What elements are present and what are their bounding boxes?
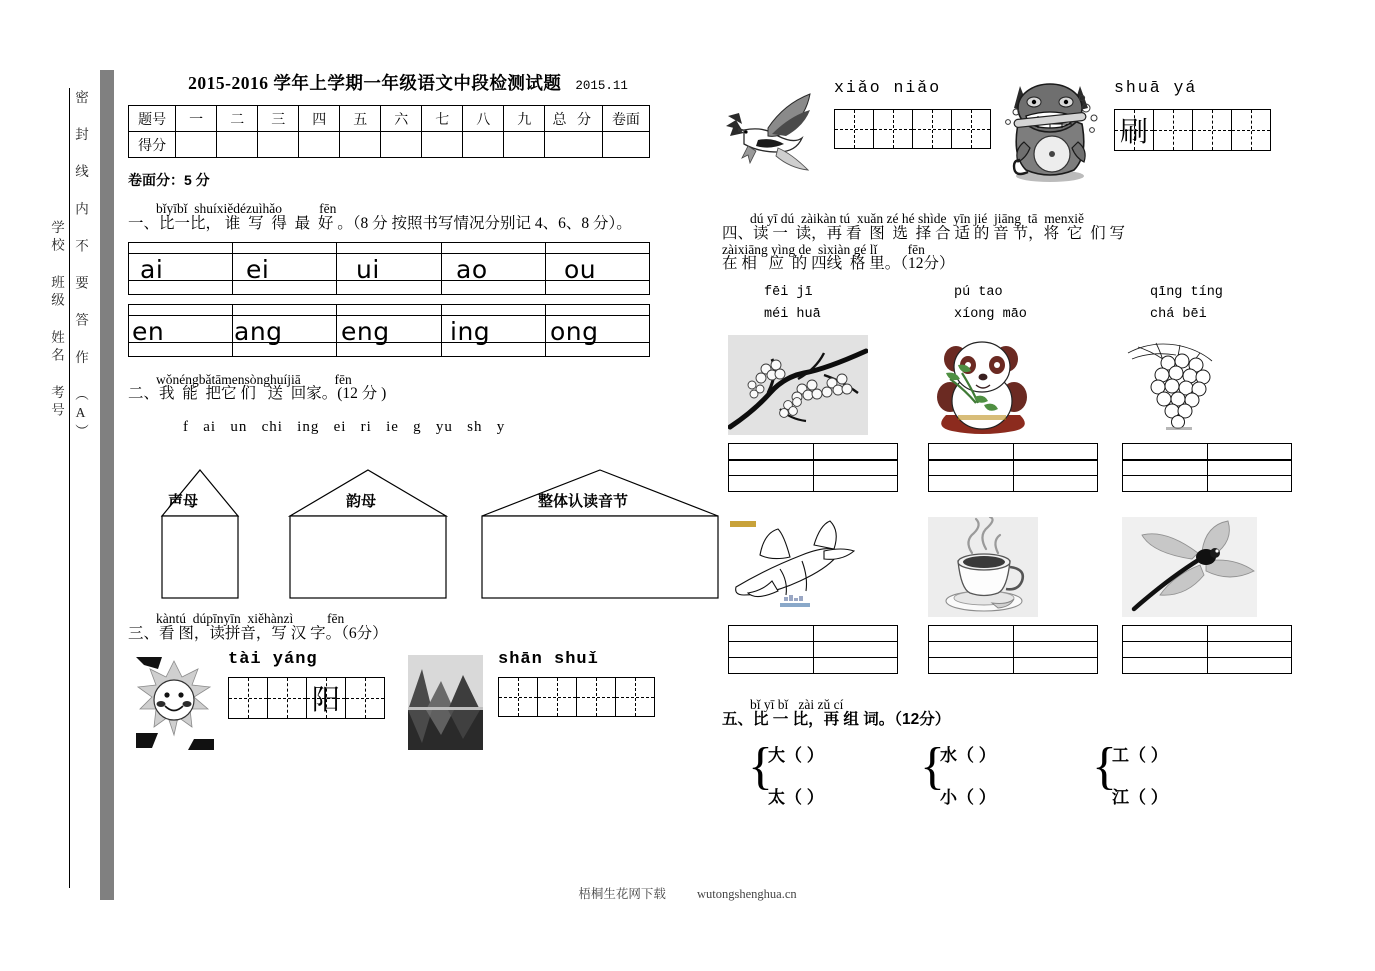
- document-date: 2015.11: [575, 79, 628, 93]
- letter-chip[interactable]: ie: [386, 419, 399, 435]
- table-row: [1123, 626, 1292, 642]
- pinyin-cell: ui: [356, 254, 380, 284]
- brace-icon: {: [748, 737, 773, 795]
- house-yunmu[interactable]: [288, 468, 448, 600]
- char-cell[interactable]: [346, 677, 385, 718]
- option-chabei[interactable]: chá bēi: [1150, 307, 1207, 322]
- fl-cell[interactable]: [929, 658, 1014, 674]
- character-grid-shua-ya[interactable]: [1114, 109, 1271, 151]
- fl-cell[interactable]: [1123, 460, 1208, 476]
- score-cell[interactable]: [504, 132, 545, 158]
- fl-cell[interactable]: [1013, 658, 1098, 674]
- score-cell[interactable]: [299, 132, 340, 158]
- fl-cell[interactable]: [813, 444, 898, 460]
- house-shengmu[interactable]: [160, 468, 240, 600]
- score-cell[interactable]: [602, 132, 649, 158]
- seal-outer-labels: 学校 班级 姓名 考号: [49, 220, 64, 421]
- table-row: [835, 110, 991, 149]
- pinyin-practice-row-1[interactable]: [128, 242, 650, 295]
- char-cell[interactable]: [616, 677, 655, 716]
- letter-chip[interactable]: sh: [467, 419, 483, 435]
- letter-chip[interactable]: y: [496, 419, 506, 435]
- pinyin-cell: ong: [550, 316, 599, 346]
- fl-cell[interactable]: [729, 460, 814, 476]
- fl-cell[interactable]: [1123, 444, 1208, 460]
- table-row: [929, 642, 1098, 658]
- fl-cell[interactable]: [729, 626, 814, 642]
- fl-cell[interactable]: [1123, 642, 1208, 658]
- section-2: [128, 373, 688, 404]
- score-col-3: 三: [258, 106, 299, 132]
- pinyin-practice-row-2[interactable]: [128, 304, 650, 357]
- fl-cell[interactable]: [929, 476, 1014, 492]
- char-cell[interactable]: [499, 677, 538, 716]
- char-cell[interactable]: [1154, 110, 1193, 151]
- score-cell[interactable]: [217, 132, 258, 158]
- group-3-top[interactable]: 工（ ）: [1112, 745, 1168, 765]
- fl-cell[interactable]: [1207, 460, 1292, 476]
- section-3-item-1-text: [228, 650, 385, 719]
- section-5-pinyin: bǐ yī bǐ zài zǔ cí: [750, 697, 844, 712]
- left-column: [128, 70, 688, 755]
- panda-picture: [928, 335, 1038, 435]
- fl-cell[interactable]: [813, 658, 898, 674]
- section-4-options: [764, 283, 1302, 327]
- group-3-bottom[interactable]: 江（ ）: [1112, 787, 1168, 807]
- char-cell[interactable]: [874, 110, 913, 149]
- score-cell[interactable]: [258, 132, 299, 158]
- table-row: [729, 626, 898, 642]
- seal-inner-labels: 密 封 线 内 不 要 答 作 （A）: [73, 90, 88, 443]
- fl-cell[interactable]: [1013, 444, 1098, 460]
- character-grid-2[interactable]: [498, 677, 655, 717]
- section-4-picture-row-1: [722, 335, 1302, 513]
- coffee-cup-item: [928, 517, 1098, 674]
- group-2-bottom[interactable]: 小（ ）: [940, 787, 996, 807]
- section-5-heading: 五、比 一 比，再 组 词。（12分）: [722, 710, 951, 728]
- table-row: [1123, 444, 1292, 460]
- letter-chip[interactable]: ai: [203, 419, 217, 435]
- section-1: [128, 202, 688, 233]
- section-1-heading: 一、比一比， 谁 写 得 最 好 。（8 分 按照书写情况分别记 4、6、8 分）。: [128, 214, 632, 232]
- brace-icon: {: [1092, 737, 1117, 795]
- char-cell[interactable]: [538, 677, 577, 716]
- section-3-item-2-text: [498, 650, 655, 717]
- section-3: [128, 612, 688, 643]
- pinyin-cell: ing: [450, 316, 491, 346]
- word-group-3: [1092, 739, 1242, 817]
- cat-brushing-teeth-picture: [994, 72, 1106, 184]
- fl-cell[interactable]: [1013, 476, 1098, 492]
- dragonfly-item: [1122, 517, 1292, 674]
- four-line-grid-3[interactable]: [1122, 443, 1292, 492]
- score-cell[interactable]: [422, 132, 463, 158]
- table-row: [1115, 110, 1271, 151]
- coffee-cup-picture: [928, 517, 1038, 617]
- fl-cell[interactable]: [929, 642, 1014, 658]
- score-col-5: 五: [340, 106, 381, 132]
- char-cell[interactable]: [952, 110, 991, 149]
- score-col-1: 一: [176, 106, 217, 132]
- four-line-grid-4[interactable]: [728, 625, 898, 674]
- house-label-zhengti: 整体认读音节: [538, 493, 629, 510]
- group-1-bottom[interactable]: 太（ ）: [768, 787, 824, 807]
- score-cell[interactable]: [176, 132, 217, 158]
- pinyin-row-2-letters: [128, 315, 650, 346]
- brace-icon: {: [920, 737, 945, 795]
- letter-chip[interactable]: ri: [360, 419, 372, 435]
- table-row: [729, 642, 898, 658]
- cover-score-label: 卷面分：5 分: [128, 172, 210, 188]
- letter-chip[interactable]: f: [183, 419, 189, 435]
- cat-item: [994, 72, 1106, 184]
- option-qingting[interactable]: qīng tíng: [1150, 285, 1223, 300]
- table-row: [929, 476, 1098, 492]
- option-xiongmao[interactable]: xíong māo: [954, 307, 1027, 322]
- char-cell[interactable]: [229, 677, 268, 718]
- panda-item: [928, 335, 1098, 492]
- option-row-1: [764, 283, 1302, 305]
- letter-chip[interactable]: un: [230, 419, 248, 435]
- option-row-2: [764, 305, 1302, 327]
- letter-chip[interactable]: yu: [435, 419, 453, 435]
- section-4: [722, 212, 1302, 273]
- section-3-item-2: [408, 655, 483, 750]
- section-5-groups: [748, 739, 1302, 829]
- fl-cell[interactable]: [813, 642, 898, 658]
- section-2-letter-bank: [183, 419, 688, 436]
- char-cell[interactable]: [268, 677, 307, 718]
- table-row: [499, 677, 655, 716]
- group-2-top[interactable]: 水（ ）: [940, 745, 996, 765]
- score-table: [128, 105, 650, 158]
- grapes-item: [1122, 335, 1292, 492]
- pinyin-cell: eng: [341, 316, 390, 346]
- section-4-top-items: [722, 70, 1302, 190]
- section-3-heading: 三、看 图，读拼音，写 汉 字。（6分）: [128, 624, 388, 642]
- four-line-grid-6[interactable]: [1122, 625, 1292, 674]
- section-1-pinyin: bǐyībǐ shuíxiědézuìhǎo fēn: [156, 201, 337, 216]
- char-cell[interactable]: [913, 110, 952, 149]
- pinyin-shua-ya: shuā yá: [1114, 78, 1198, 97]
- house-answer-boxes: [128, 450, 688, 600]
- fl-cell[interactable]: [729, 476, 814, 492]
- fl-cell[interactable]: [813, 626, 898, 642]
- section-4-pinyin-2: zàixiāng yìng de sìxiàn gé lǐ fēn: [722, 241, 925, 257]
- char-cell[interactable]: [1193, 110, 1232, 151]
- word-group-2: [920, 739, 1070, 817]
- fl-cell[interactable]: [729, 642, 814, 658]
- section-4-heading-1: 四、读 一 读，再 看 图 选 择 合 适 的 音 节，将 它 们 写: [722, 224, 1126, 242]
- pinyin-cell: ei: [246, 254, 270, 284]
- pinyin-cell: ai: [140, 254, 164, 284]
- letter-chip[interactable]: ei: [333, 419, 347, 435]
- table-row: [1123, 476, 1292, 492]
- score-table-row-label: 得分: [129, 132, 176, 158]
- pinyin-xiao-niao: xiǎo niǎo: [834, 78, 942, 97]
- fl-cell[interactable]: [1123, 658, 1208, 674]
- character-grid-xiao-niao[interactable]: [834, 109, 991, 149]
- table-row: [129, 106, 650, 132]
- fl-cell[interactable]: [1207, 626, 1292, 642]
- section-5: [722, 698, 1302, 729]
- bird-picture: [724, 88, 822, 183]
- table-row: [729, 658, 898, 674]
- section-4-picture-row-2: [722, 517, 1302, 692]
- fl-cell[interactable]: [929, 444, 1014, 460]
- pinyin-cell: ao: [456, 254, 488, 284]
- fl-cell[interactable]: [813, 460, 898, 476]
- four-line-grid-5[interactable]: [928, 625, 1098, 674]
- option-putao[interactable]: pú tao: [954, 285, 1003, 300]
- right-column: [722, 70, 1302, 829]
- table-row: [1123, 460, 1292, 476]
- footer-site-cn: 梧桐生花网下载: [578, 887, 666, 901]
- pinyin-cell: ang: [234, 316, 283, 346]
- group-1-top[interactable]: 大（ ）: [768, 745, 824, 765]
- fl-cell[interactable]: [1207, 444, 1292, 460]
- table-row: [729, 444, 898, 460]
- sun-picture: [134, 655, 214, 750]
- score-col-cover: 卷面: [602, 106, 649, 132]
- fl-cell[interactable]: [1207, 658, 1292, 674]
- score-cell[interactable]: [463, 132, 504, 158]
- house-label-yunmu: 韵母: [346, 493, 377, 510]
- option-feiji[interactable]: fēi jī: [764, 285, 813, 300]
- plum-blossom-item: [728, 335, 898, 492]
- table-row: [729, 460, 898, 476]
- section-3-pinyin: kàntú dúpīnyīn xiěhànzì fēn: [156, 611, 345, 626]
- fl-cell[interactable]: [1013, 626, 1098, 642]
- table-row: [229, 677, 385, 718]
- char-cell[interactable]: [835, 110, 874, 149]
- fl-cell[interactable]: [1013, 460, 1098, 476]
- score-col-7: 七: [422, 106, 463, 132]
- dragonfly-picture: [1122, 517, 1257, 617]
- fl-cell[interactable]: [729, 658, 814, 674]
- fl-cell[interactable]: [813, 476, 898, 492]
- fl-cell[interactable]: [1123, 626, 1208, 642]
- score-col-6: 六: [381, 106, 422, 132]
- four-line-grid-2[interactable]: [928, 443, 1098, 492]
- letter-chip[interactable]: chi: [261, 419, 283, 435]
- section-2-heading: 二、我 能 把它 们 送 回家。(12 分 ): [128, 385, 387, 403]
- table-row: [929, 460, 1098, 476]
- table-row: [929, 626, 1098, 642]
- landscape-picture: [408, 655, 483, 750]
- section-3-pinyin-1: tài yáng: [228, 649, 318, 669]
- bird-item: [724, 88, 822, 183]
- house-label-shengmu: 声母: [168, 493, 199, 510]
- airplane-picture: [728, 517, 868, 617]
- section-3-pinyin-2: shān shuǐ: [498, 649, 599, 669]
- section-4-heading-2: 在 相 应 的 四线 格 里。（12分）: [722, 255, 955, 273]
- score-cell[interactable]: [340, 132, 381, 158]
- bird-answer-area: [834, 78, 991, 149]
- char-cell[interactable]: 刷: [1115, 110, 1154, 151]
- character-grid-1[interactable]: [228, 677, 385, 719]
- section-4-pinyin-1: dú yī dú zàikàn tú xuǎn zé hé shìde yīn jié jiāng tā menxiě: [750, 211, 1085, 226]
- score-col-4: 四: [299, 106, 340, 132]
- score-cell[interactable]: [545, 132, 602, 158]
- section-3-items: [128, 649, 688, 755]
- score-table-row-label: 题号: [129, 106, 176, 132]
- pinyin-cell: ou: [564, 254, 597, 284]
- four-line-grid-1[interactable]: [728, 443, 898, 492]
- section-3-item-1: [134, 655, 214, 750]
- table-row: [729, 476, 898, 492]
- brush-answer-area: [1114, 78, 1271, 151]
- grapes-picture: [1122, 335, 1227, 435]
- char-cell[interactable]: [1232, 110, 1271, 151]
- house-zhengti[interactable]: [480, 468, 720, 600]
- page-title: 2015-2016 学年上学期一年级语文中段检测试题: [188, 73, 562, 93]
- airplane-item: [728, 517, 898, 674]
- pinyin-cell: en: [132, 316, 165, 346]
- table-row: [1123, 642, 1292, 658]
- score-cell[interactable]: [381, 132, 422, 158]
- char-cell[interactable]: [577, 677, 616, 716]
- table-row: [929, 444, 1098, 460]
- char-cell[interactable]: 阳: [307, 677, 346, 718]
- document-header: [128, 70, 688, 95]
- footer: [0, 884, 1375, 902]
- score-col-2: 二: [217, 106, 258, 132]
- score-col-total: 总 分: [545, 106, 602, 132]
- table-row: [929, 658, 1098, 674]
- fl-cell[interactable]: [929, 626, 1014, 642]
- word-group-1: [748, 739, 898, 817]
- fl-cell[interactable]: [1123, 476, 1208, 492]
- table-row: [1123, 658, 1292, 674]
- letter-chip[interactable]: ing: [297, 419, 320, 435]
- fl-cell[interactable]: [929, 460, 1014, 476]
- letter-chip[interactable]: g: [413, 419, 422, 435]
- pinyin-row-1-letters: [128, 253, 650, 284]
- fl-cell[interactable]: [729, 444, 814, 460]
- fl-cell[interactable]: [1207, 476, 1292, 492]
- table-row: [129, 132, 650, 158]
- score-col-9: 九: [504, 106, 545, 132]
- fl-cell[interactable]: [1207, 642, 1292, 658]
- footer-site-url: wutongshenghua.cn: [697, 887, 797, 901]
- plum-blossom-picture: [728, 335, 868, 435]
- fl-cell[interactable]: [1013, 642, 1098, 658]
- option-meihua[interactable]: méi huā: [764, 307, 821, 322]
- section-2-pinyin: wǒnéngbǎtāmensònghuíjiā fēn: [156, 371, 352, 387]
- score-col-8: 八: [463, 106, 504, 132]
